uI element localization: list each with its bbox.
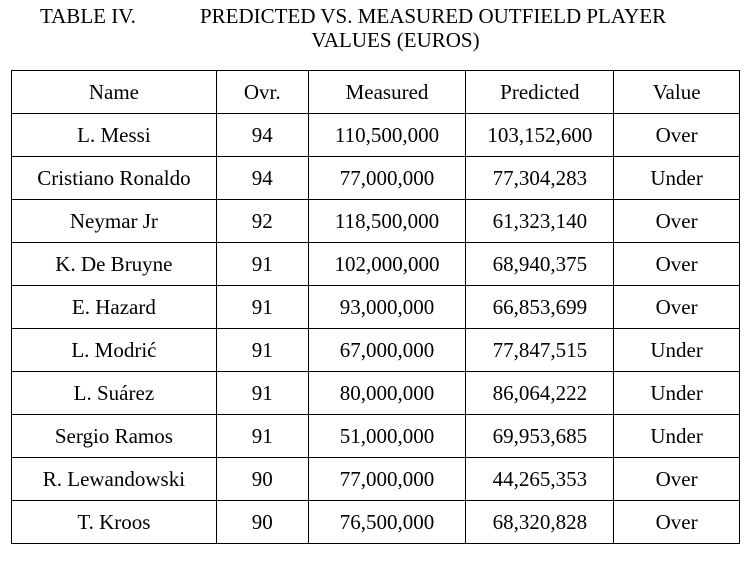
cell-overall: 91 [216,415,308,458]
cell-value: Under [614,329,740,372]
cell-overall: 91 [216,286,308,329]
cell-name: Cristiano Ronaldo [12,157,217,200]
cell-predicted: 69,953,685 [466,415,614,458]
cell-value: Over [614,200,740,243]
table-row [12,157,740,200]
cell-overall: 91 [216,243,308,286]
cell-overall: 90 [216,501,308,544]
cell-overall: 92 [216,200,308,243]
cell-predicted: 77,847,515 [466,329,614,372]
cell-name: Sergio Ramos [12,415,217,458]
table-row [12,286,740,329]
table-caption [0,4,751,52]
cell-predicted: 66,853,699 [466,286,614,329]
table-label: TABLE IV. [40,4,136,28]
cell-predicted: 61,323,140 [466,200,614,243]
cell-overall: 91 [216,372,308,415]
cell-name: K. De Bruyne [12,243,217,286]
cell-measured: 77,000,000 [308,458,466,501]
cell-overall: 90 [216,458,308,501]
table-row [12,372,740,415]
table-row [12,329,740,372]
table-row [12,200,740,243]
cell-overall: 91 [216,329,308,372]
cell-measured: 102,000,000 [308,243,466,286]
cell-measured: 67,000,000 [308,329,466,372]
header-measured: Measured [308,71,466,114]
cell-overall: 94 [216,114,308,157]
cell-predicted: 86,064,222 [466,372,614,415]
header-name: Name [12,71,217,114]
cell-value: Under [614,157,740,200]
cell-name: E. Hazard [12,286,217,329]
cell-value: Under [614,415,740,458]
cell-name: L. Suárez [12,372,217,415]
cell-measured: 110,500,000 [308,114,466,157]
cell-predicted: 68,940,375 [466,243,614,286]
cell-predicted: 103,152,600 [466,114,614,157]
player-values-table [11,70,740,544]
cell-name: Neymar Jr [12,200,217,243]
table-title-line-2: VALUES (EUROS) [311,28,480,52]
cell-value: Over [614,501,740,544]
cell-value: Over [614,458,740,501]
table-row [12,458,740,501]
cell-measured: 76,500,000 [308,501,466,544]
cell-value: Over [614,286,740,329]
cell-measured: 80,000,000 [308,372,466,415]
cell-name: L. Messi [12,114,217,157]
cell-name: T. Kroos [12,501,217,544]
cell-measured: 93,000,000 [308,286,466,329]
table-row [12,114,740,157]
cell-measured: 118,500,000 [308,200,466,243]
header-overall: Ovr. [216,71,308,114]
cell-measured: 51,000,000 [308,415,466,458]
table-row [12,243,740,286]
cell-overall: 94 [216,157,308,200]
cell-predicted: 77,304,283 [466,157,614,200]
cell-predicted: 68,320,828 [466,501,614,544]
cell-name: L. Modrić [12,329,217,372]
cell-value: Over [614,243,740,286]
cell-predicted: 44,265,353 [466,458,614,501]
table-row [12,501,740,544]
caption-line-1 [0,4,751,28]
header-row [12,71,740,114]
header-value: Value [614,71,740,114]
table-title-line-1: PREDICTED VS. MEASURED OUTFIELD PLAYER [200,4,667,28]
table-row [12,415,740,458]
cell-value: Over [614,114,740,157]
cell-value: Under [614,372,740,415]
cell-measured: 77,000,000 [308,157,466,200]
header-predicted: Predicted [466,71,614,114]
cell-name: R. Lewandowski [12,458,217,501]
